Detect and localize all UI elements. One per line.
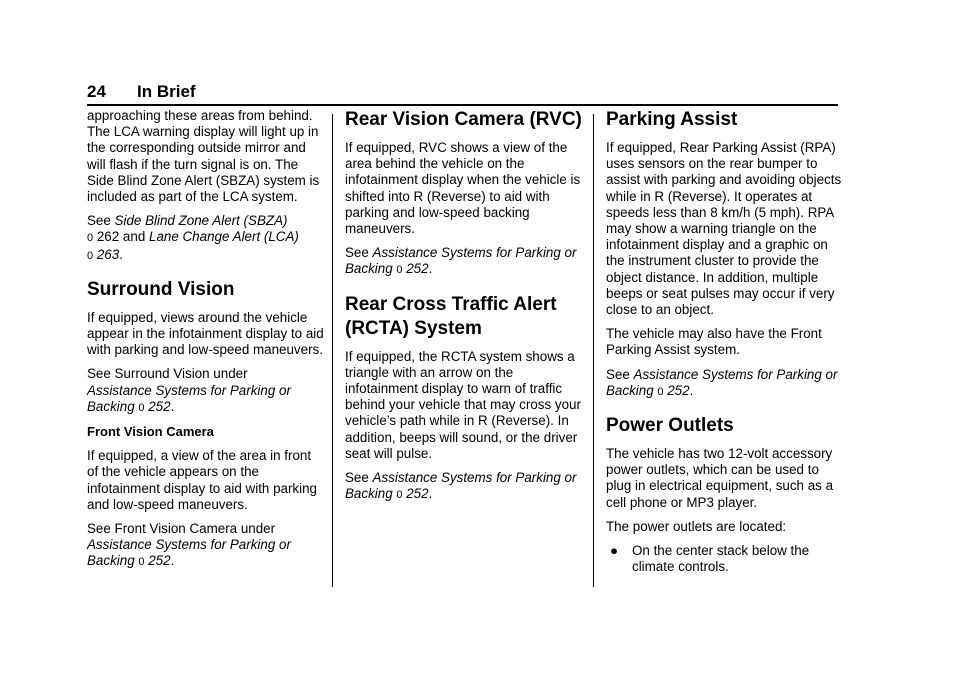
parking-assist-paragraph: If equipped, Rear Parking Assist (RPA) uses sensors on the rear bumper to assist with parking and avoiding objects while in R (Reverse). It operates at speeds less than 8 km/h (5 mph). RPA may show a warning triangle on the infotainment display and a graphic on the instrument cluster to provide the object distance. In addition, multiple beeps or seat pulses may occur if very close to an object. bbox=[606, 140, 842, 318]
section-title: In Brief bbox=[137, 82, 196, 101]
rcta-paragraph: If equipped, the RCTA system shows a triangle with an arrow on the infotainment display to warn of traffic behind your vehicle that may cross your vehicle’s path while in R (Reverse). In addition, beeps will sound, or the driver seat will pulse. bbox=[345, 348, 581, 461]
see-reference: See Assistance Systems for Parking or Backing 0 252. bbox=[345, 470, 577, 502]
rvc-heading: Rear Vision Camera (RVC) bbox=[345, 109, 582, 130]
page-header bbox=[87, 82, 196, 102]
front-vision-heading: Front Vision Camera bbox=[87, 424, 214, 440]
assist-link[interactable]: Assistance Systems for Parking or Backing bbox=[87, 537, 291, 569]
see-reference: See Assistance Systems for Parking or Backing 0 252. bbox=[345, 245, 577, 277]
page-ref-arrow-icon: 0 bbox=[396, 489, 403, 502]
page-ref-arrow-icon: 0 bbox=[396, 264, 403, 277]
front-vision-paragraph: If equipped, a view of the area in front of the vehicle appears on the infotainment display to aid with parking and low-speed maneuvers. bbox=[87, 448, 318, 512]
page-ref-arrow-icon: 0 bbox=[138, 401, 145, 414]
column-divider bbox=[332, 114, 333, 587]
lca-paragraph: approaching these areas from behind. The LCA warning display will light up in the corresponding outside mirror and will flash if the turn signal is on. The Side Blind Zone Alert (SBZA) system is included as part of the LCA system. bbox=[87, 108, 320, 205]
power-outlets-paragraph: The vehicle has two 12-volt accessory power outlets, which can be used to plug in electrical equipment, such as a cell phone or MP3 player. bbox=[606, 446, 834, 510]
lca-link[interactable]: Lane Change Alert (LCA) bbox=[149, 229, 299, 245]
assist-link[interactable]: Assistance Systems for Parking or Backing bbox=[345, 470, 577, 502]
front-parking-paragraph: The vehicle may also have the Front Parking Assist system. bbox=[606, 326, 822, 358]
surround-vision-heading: Surround Vision bbox=[87, 278, 235, 300]
see-reference: See Front Vision Camera under Assistance Systems for Parking or Backing 0 252. bbox=[87, 521, 291, 569]
page-ref-arrow-icon: 0 bbox=[87, 232, 94, 245]
column-3 bbox=[606, 108, 842, 575]
page-number: 24 bbox=[87, 82, 106, 101]
assist-link[interactable]: Assistance Systems for Parking or Backing bbox=[345, 245, 577, 277]
list-item: ● On the center stack below the climate controls. bbox=[606, 543, 842, 575]
column-divider bbox=[593, 114, 594, 587]
column-2 bbox=[345, 108, 583, 511]
outlets-located-paragraph: The power outlets are located: bbox=[606, 518, 787, 534]
page-ref-arrow-icon: 0 bbox=[138, 556, 145, 569]
parking-assist-heading: Parking Assist bbox=[606, 109, 738, 130]
column-1 bbox=[87, 108, 325, 579]
see-reference: See Surround Vision under Assistance Systems for Parking or Backing 0 252. bbox=[87, 366, 291, 414]
page-ref-arrow-icon: 0 bbox=[87, 249, 94, 262]
assist-link[interactable]: Assistance Systems for Parking or Backing bbox=[87, 382, 291, 414]
rvc-paragraph: If equipped, RVC shows a view of the area behind the vehicle on the infotainment display when the vehicle is shifted into R (Reverse) to aid with parking and low-speed backing maneuvers. bbox=[345, 140, 581, 237]
rcta-heading: Rear Cross Traffic Alert (RCTA) System bbox=[345, 293, 557, 339]
power-outlets-heading: Power Outlets bbox=[606, 415, 734, 437]
assist-link[interactable]: Assistance Systems for Parking or Backing bbox=[606, 366, 838, 398]
see-reference: See Side Blind Zone Alert (SBZA) 0 262 and Lane Change Alert (LCA) 0 263. bbox=[87, 213, 299, 262]
page-ref-arrow-icon: 0 bbox=[657, 385, 664, 398]
see-reference: See Assistance Systems for Parking or Backing 0 252. bbox=[606, 366, 838, 398]
header-rule bbox=[87, 104, 838, 106]
sbza-link[interactable]: Side Blind Zone Alert (SBZA) bbox=[114, 213, 288, 229]
surround-vision-paragraph: If equipped, views around the vehicle appear in the infotainment display to aid with parking and low-speed maneuvers. bbox=[87, 309, 324, 358]
bullet-icon: ● bbox=[610, 543, 619, 559]
